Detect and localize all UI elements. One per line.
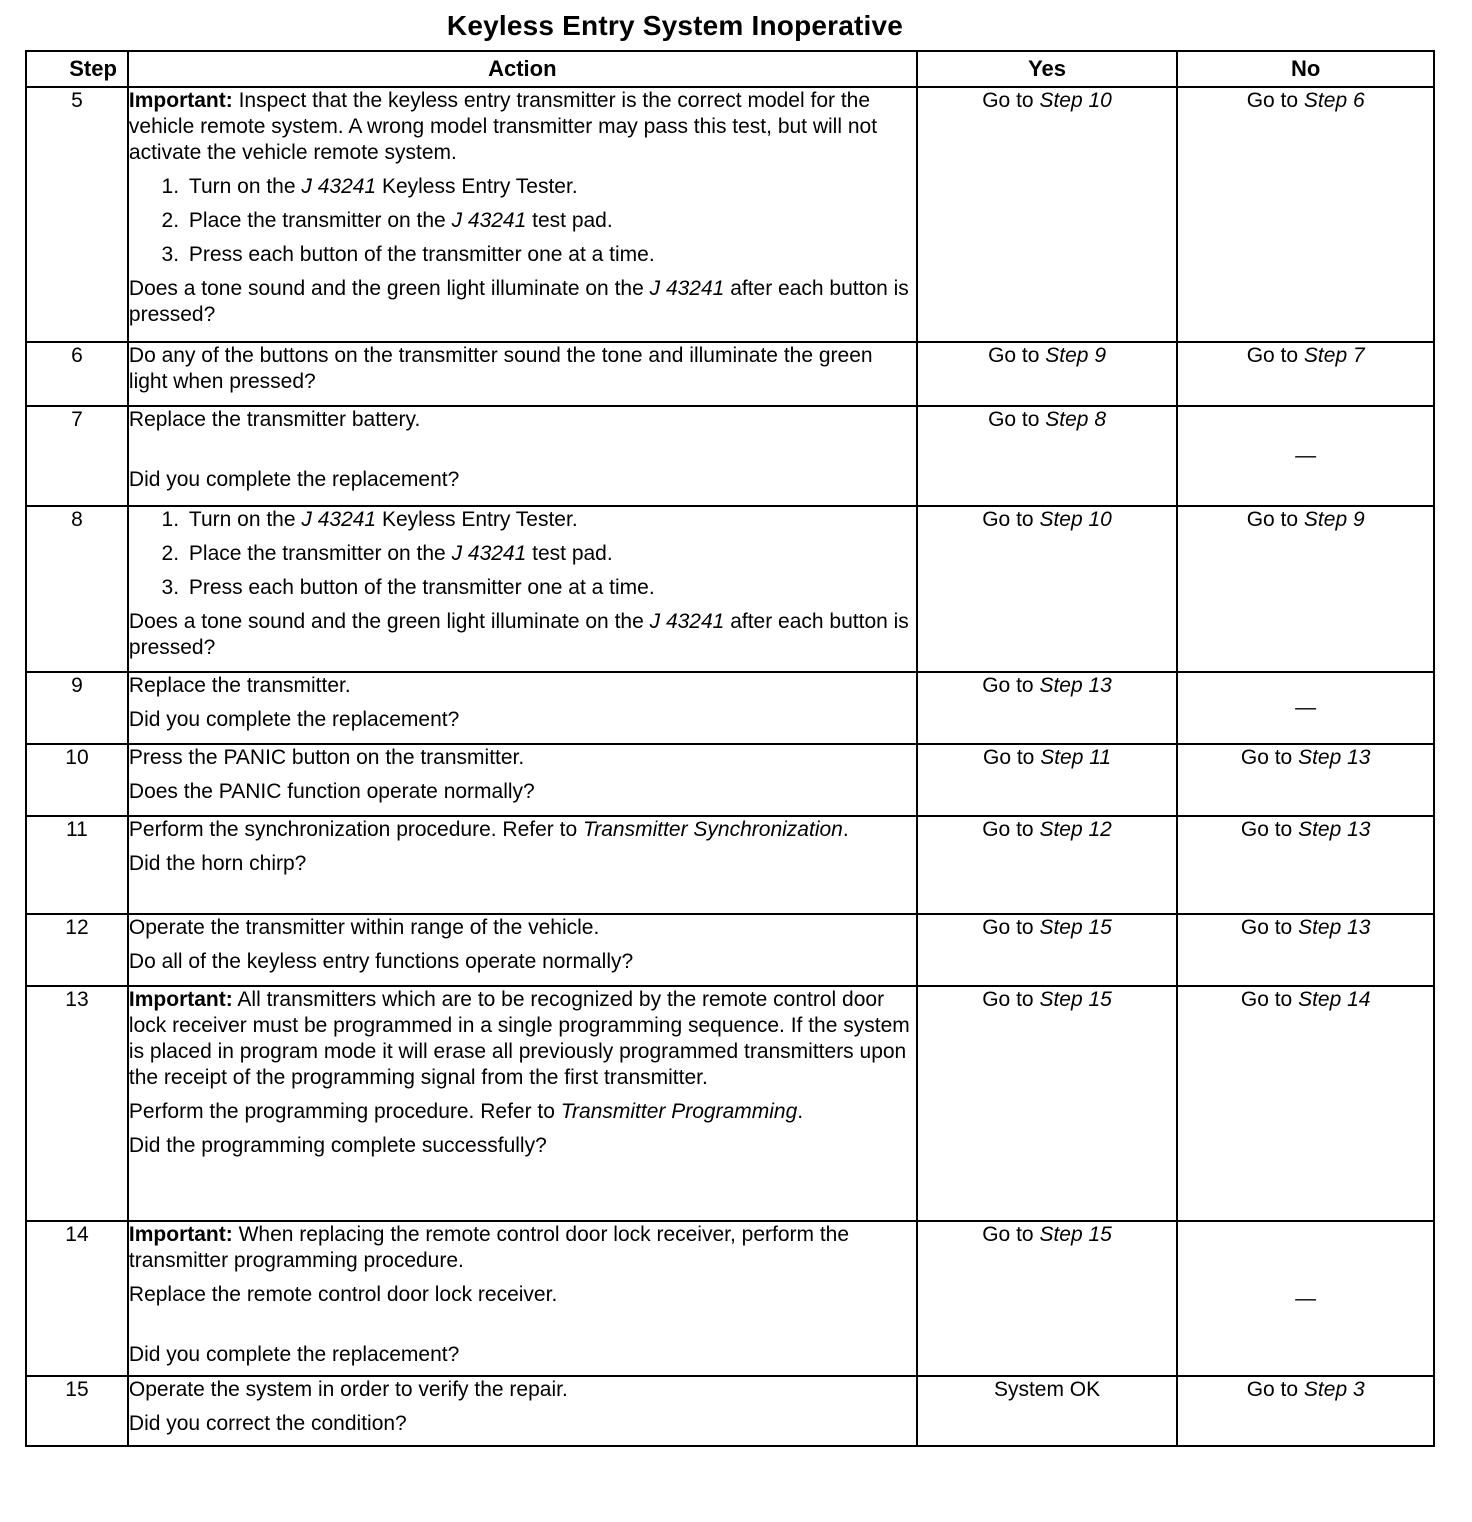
header-action: Action bbox=[128, 51, 917, 87]
table-row bbox=[26, 986, 1434, 1221]
action-cell bbox=[128, 406, 917, 506]
important-label: Important: bbox=[128, 89, 233, 112]
step-number: 8 bbox=[26, 506, 128, 672]
header-yes: Yes bbox=[917, 51, 1178, 87]
important-label: Important: bbox=[128, 988, 233, 1011]
question-text: Did the programming complete successfully? bbox=[128, 1134, 547, 1157]
procedure-list bbox=[129, 507, 916, 601]
page-title: Keyless Entry System Inoperative bbox=[446, 10, 904, 41]
question-text: Did you correct the condition? bbox=[128, 1412, 407, 1435]
table-row bbox=[26, 1376, 1434, 1446]
action-cell bbox=[128, 986, 917, 1221]
action-text: Perform the synchronization procedure. Refer to Transmitter Synchronization. bbox=[128, 818, 849, 841]
question-text: Did you complete the replacement? bbox=[128, 1343, 460, 1366]
table-row bbox=[26, 672, 1434, 744]
table-row bbox=[26, 506, 1434, 672]
action-cell bbox=[128, 87, 917, 342]
step-number: 13 bbox=[26, 986, 128, 1221]
header-no: No bbox=[1177, 51, 1434, 87]
important-text: Inspect that the keyless entry transmitter is the correct model for the vehicle remote system. A wrong model transmitter may pass this test, but will not activate the vehicle remote system. bbox=[128, 89, 878, 164]
table-row bbox=[26, 816, 1434, 914]
important-note bbox=[129, 987, 916, 1091]
important-note bbox=[129, 1222, 916, 1274]
list-item: 1. Turn on the J 43241 Keyless Entry Tester. bbox=[185, 507, 916, 533]
yes-cell: Go to Step 15 bbox=[917, 914, 1178, 986]
reference-link: Transmitter Programming bbox=[560, 1100, 798, 1123]
yes-cell: Go to Step 15 bbox=[917, 1221, 1178, 1376]
yes-cell: Go to Step 9 bbox=[917, 342, 1178, 406]
action-cell bbox=[128, 914, 917, 986]
procedure-list bbox=[129, 174, 916, 268]
question-text: Did you complete the replacement? bbox=[128, 468, 460, 491]
step-number: 14 bbox=[26, 1221, 128, 1376]
important-note bbox=[129, 88, 916, 166]
step-number: 10 bbox=[26, 744, 128, 816]
yes-cell: Go to Step 12 bbox=[917, 816, 1178, 914]
action-cell bbox=[128, 744, 917, 816]
table-row bbox=[26, 342, 1434, 406]
no-cell: — bbox=[1177, 406, 1434, 506]
step-number: 6 bbox=[26, 342, 128, 406]
step-number: 15 bbox=[26, 1376, 128, 1446]
diagnostic-table bbox=[25, 50, 1435, 1447]
reference-link: Transmitter Synchronization bbox=[582, 818, 843, 841]
no-cell: — bbox=[1177, 1221, 1434, 1376]
list-item: 2. Place the transmitter on the J 43241 test pad. bbox=[185, 208, 916, 234]
question-text: Does the PANIC function operate normally? bbox=[128, 780, 535, 803]
action-cell bbox=[128, 816, 917, 914]
action-text: Replace the transmitter battery. bbox=[128, 408, 421, 431]
no-cell: Go to Step 13 bbox=[1177, 744, 1434, 816]
yes-cell: Go to Step 15 bbox=[917, 986, 1178, 1221]
question-text: Do all of the keyless entry functions operate normally? bbox=[128, 950, 634, 973]
important-label: Important: bbox=[128, 1223, 233, 1246]
action-cell bbox=[128, 1376, 917, 1446]
table-row bbox=[26, 914, 1434, 986]
step-number: 12 bbox=[26, 914, 128, 986]
yes-cell: System OK bbox=[917, 1376, 1178, 1446]
question-text: Did the horn chirp? bbox=[128, 852, 307, 875]
action-cell bbox=[128, 506, 917, 672]
table-row bbox=[26, 406, 1434, 506]
list-item: 3. Press each button of the transmitter one at a time. bbox=[185, 242, 916, 268]
step-number: 5 bbox=[26, 87, 128, 342]
table-row bbox=[26, 744, 1434, 816]
action-text: Press the PANIC button on the transmitter. bbox=[128, 746, 525, 769]
no-cell: Go to Step 7 bbox=[1177, 342, 1434, 406]
important-text: When replacing the remote control door lock receiver, perform the transmitter programming procedure. bbox=[128, 1223, 850, 1272]
important-text: All transmitters which are to be recognized by the remote control door lock receiver must be programmed in a single programming sequence. If the system is placed in program mode it will erase all previously programmed transmitters upon the receipt of the programming signal from the first transmitter. bbox=[128, 988, 910, 1089]
question-text: Does a tone sound and the green light illuminate on the J 43241 after each button is pressed? bbox=[128, 277, 909, 326]
action-text: Replace the transmitter. bbox=[128, 674, 351, 697]
yes-cell: Go to Step 13 bbox=[917, 672, 1178, 744]
action-text: Operate the system in order to verify the repair. bbox=[128, 1378, 568, 1401]
no-cell: Go to Step 6 bbox=[1177, 87, 1434, 342]
action-text: Operate the transmitter within range of the vehicle. bbox=[128, 916, 600, 939]
question-text: Did you complete the replacement? bbox=[128, 708, 460, 731]
table-row bbox=[26, 87, 1434, 342]
header-step: Step bbox=[26, 51, 128, 87]
action-text: Perform the programming procedure. Refer to Transmitter Programming. bbox=[128, 1100, 804, 1123]
action-text: Replace the remote control door lock receiver. bbox=[128, 1283, 558, 1306]
question-text: Do any of the buttons on the transmitter sound the tone and illuminate the green light when pressed? bbox=[128, 344, 873, 393]
action-cell bbox=[128, 672, 917, 744]
no-cell: Go to Step 3 bbox=[1177, 1376, 1434, 1446]
list-item: 2. Place the transmitter on the J 43241 test pad. bbox=[185, 541, 916, 567]
yes-cell: Go to Step 10 bbox=[917, 506, 1178, 672]
step-number: 9 bbox=[26, 672, 128, 744]
no-cell: Go to Step 13 bbox=[1177, 816, 1434, 914]
question-text: Does a tone sound and the green light illuminate on the J 43241 after each button is pressed? bbox=[128, 610, 909, 659]
yes-cell: Go to Step 10 bbox=[917, 87, 1178, 342]
action-cell bbox=[128, 1221, 917, 1376]
no-cell: Go to Step 13 bbox=[1177, 914, 1434, 986]
no-cell: Go to Step 14 bbox=[1177, 986, 1434, 1221]
yes-cell: Go to Step 11 bbox=[917, 744, 1178, 816]
table-row bbox=[26, 1221, 1434, 1376]
step-number: 11 bbox=[26, 816, 128, 914]
list-item: 3. Press each button of the transmitter one at a time. bbox=[185, 575, 916, 601]
action-cell bbox=[128, 342, 917, 406]
list-item: 1. Turn on the J 43241 Keyless Entry Tester. bbox=[185, 174, 916, 200]
table-header-row bbox=[26, 51, 1434, 87]
no-cell: — bbox=[1177, 672, 1434, 744]
no-cell: Go to Step 9 bbox=[1177, 506, 1434, 672]
yes-cell: Go to Step 8 bbox=[917, 406, 1178, 506]
step-number: 7 bbox=[26, 406, 128, 506]
